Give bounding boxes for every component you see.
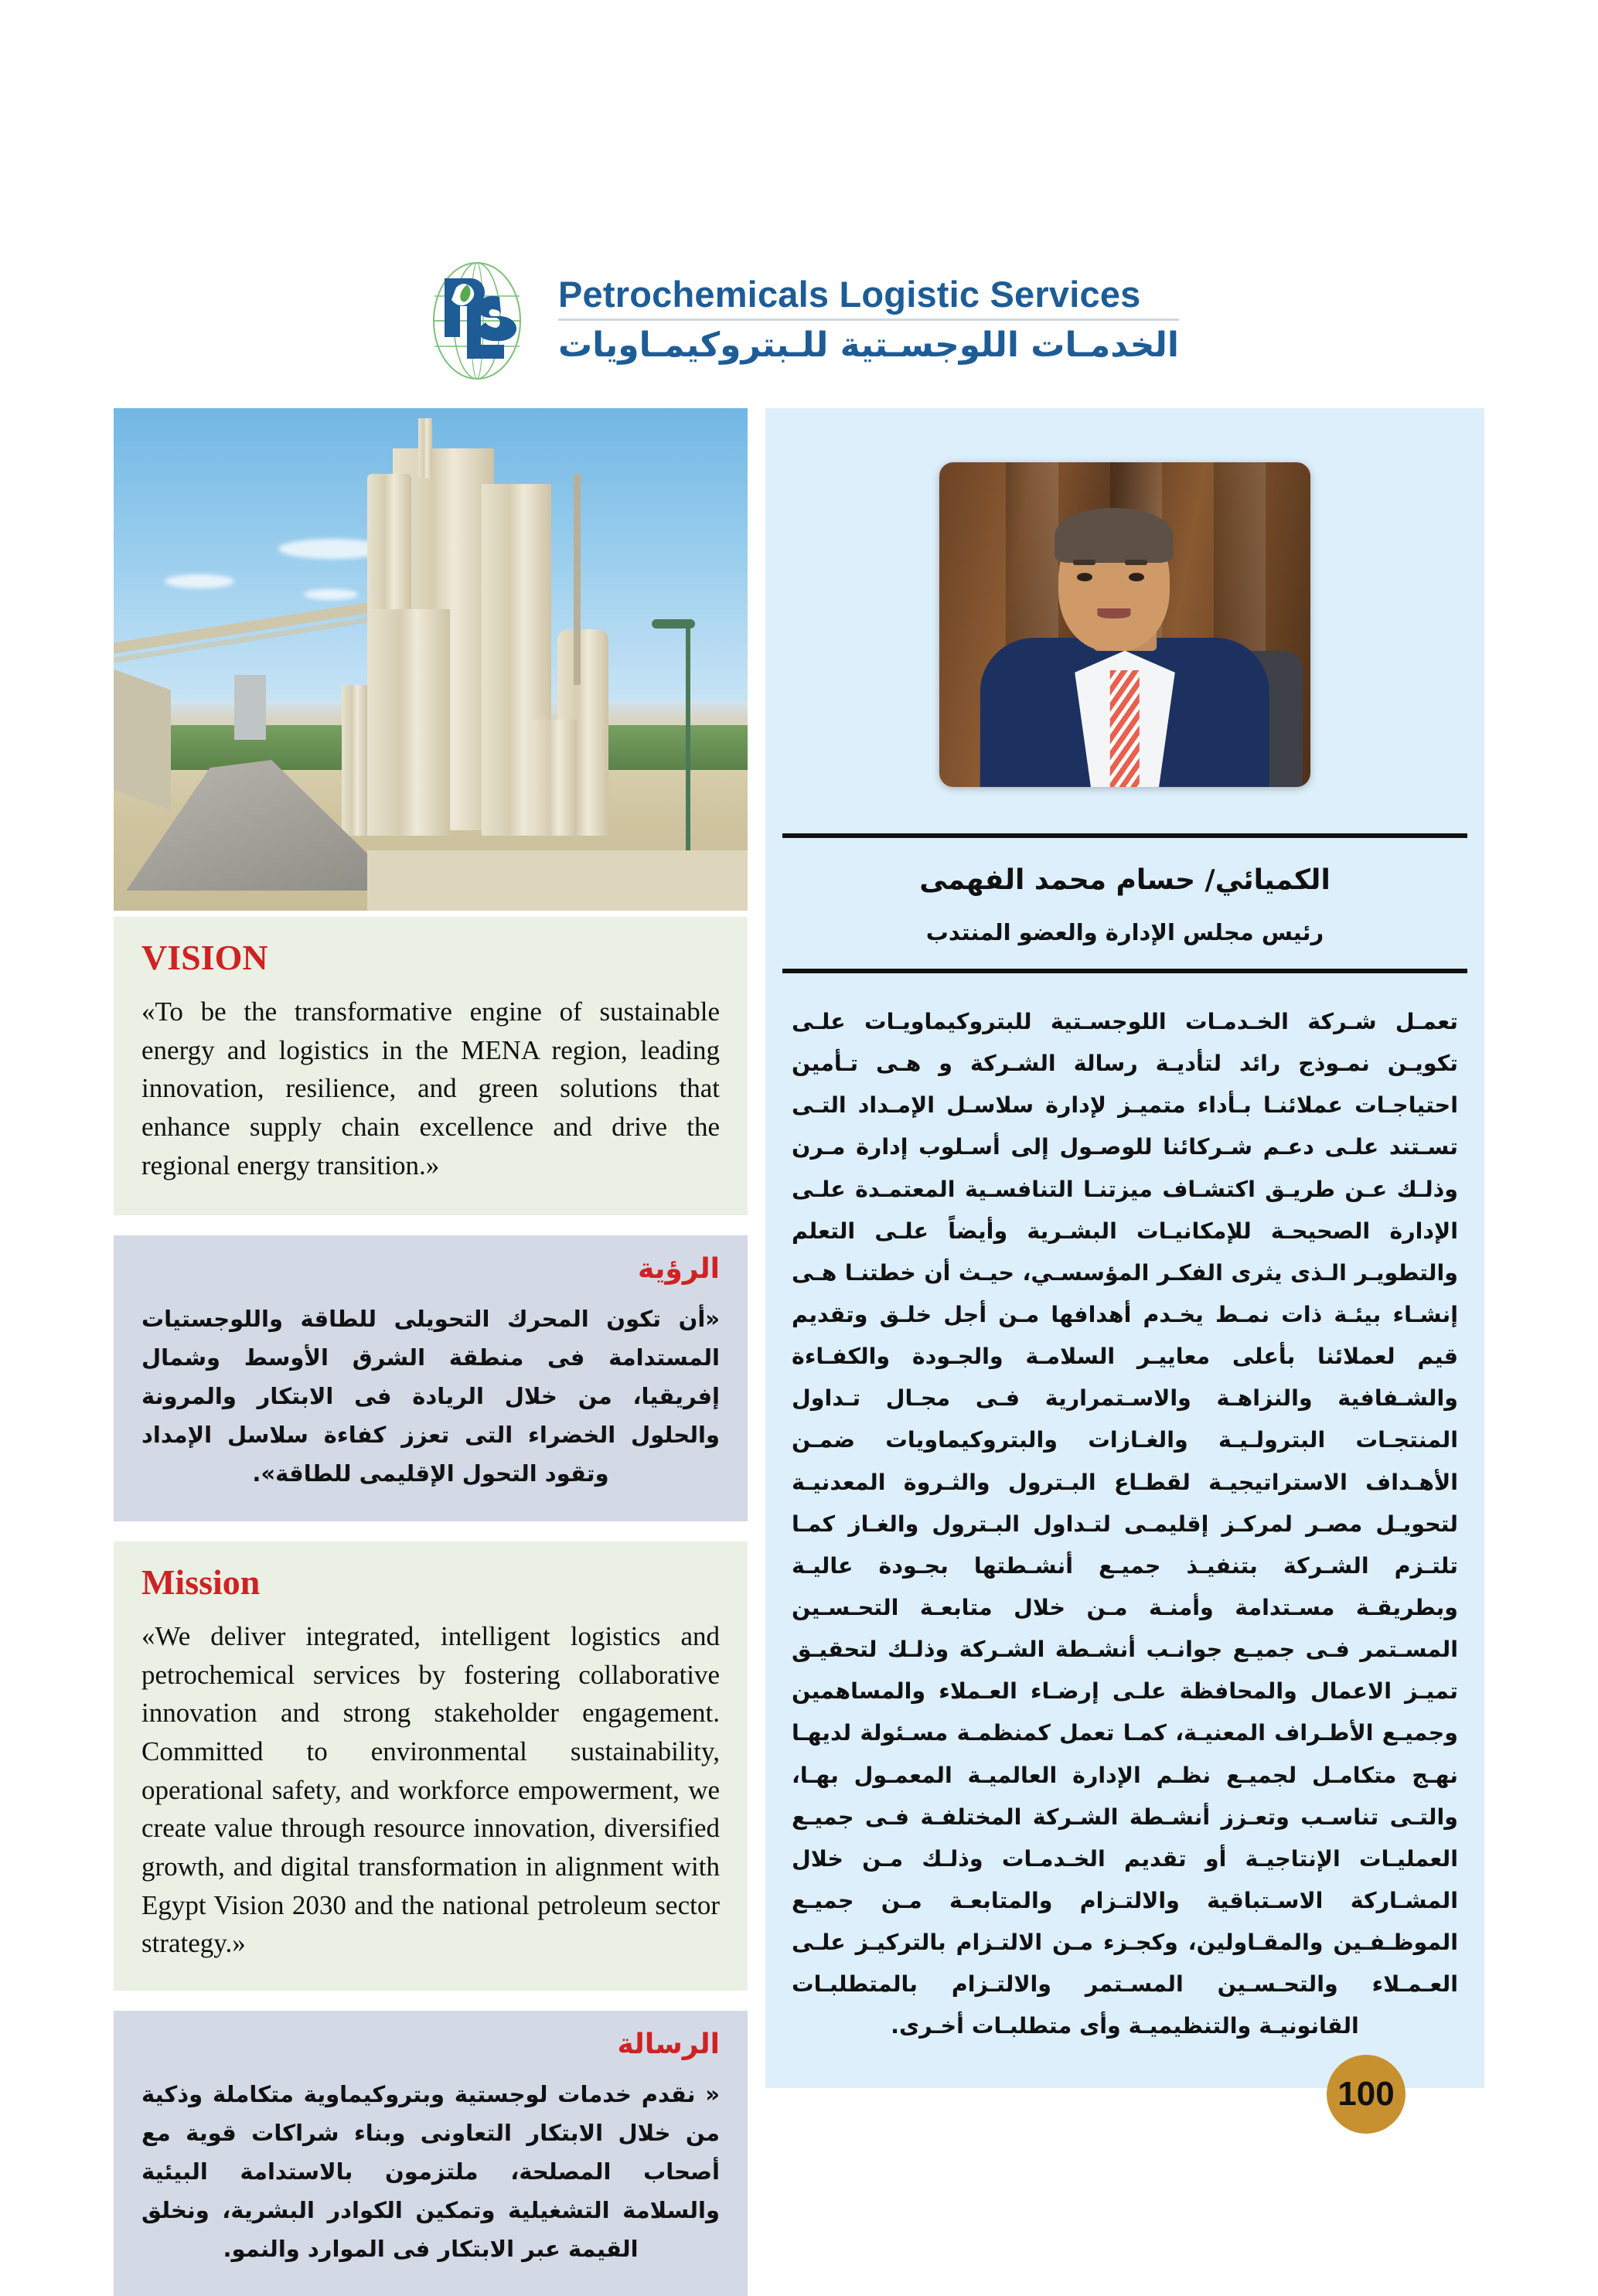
chairman-message-body: تعمـل شـركة الخـدمـات اللوجسـتية للبتروكيماويـات علـى تكويـن نمـوذج رائد لتأديـة رسالة الشـركة و هـى تـأمين احتياجـات عملائنـا بـأداء متميـز لإدارة سلاسـل الإمـداد التـى تسـتند علـى دعـم شـركائنا للوصـول إلى أسـلوب إدارة مـرن وذلـك عـن طريـق اكتشـاف ميزتنـا التنافسـية المعتمـدة علـى الإدارة الصحيحـة للإمكانيـات البشـرية وأيضاً علـى التعلم والتطويـر الـذى يثرى الفكـر المؤسسـي، حيـث أن خطتنـا هـى إنشـاء بيئـة ذات نمـط يخـدم أهدافها مـن أجل خلـق وتقديم قيم لعملائنا بأعلى معاييـر السلامـة والجـودة والكفـاءة والشـفافية والنزاهـة والاسـتمرارية فـى مجـال تـداول المنتجـات البترولـيـة والغـازات والبتروكيماويات ضمـن الأهـداف الاستراتيجيـة لقطـاع البـترول والثـروة المعدنيـة لتحويـل مصـر لمركـز إقليمـى لتـداول البـترول والغـاز كمـا تلتـزم الشـركة بتنفيـذ جميـع أنشـطتها بجـودة عاليـة وبطريقـة مسـتدامة وأمنـة مـن خلال متابعـة التحـسـين المسـتمر فـى جميـع جوانـب أنشـطة الشـركة وذلـك لتحقيـق تميـز الاعمال والمحافظة علـى إرضـاء العـملاء والمساهمين وجميـع الأطـراف المعنيـة، كمـا تعمل كمنظمـة مسـئولة لديهـا نهـج متكامـل لجميـع نظـم الإدارة العالميـة المعمـول بهـا، والتـى تناسـب وتعـزز أنشـطة الشـركة المختلفـة فـى جميـع العمليـات الإنتاجيـة أو تقديم الخـدمـات وذلـك مـن خلال المشـاركة الاسـتباقية والالتـزام والمتابعـة مـن جميـع الموظـفـين والمقـاولين، وكجـزء مـن الالتـزام بالتركيـز علـى العـمـلاء والتحـسـين المسـتمر والالتـزام بالمتطلبـات القانونيـة والتنظيميـة وأى متطلبـات أخـرى. (792, 1009, 1458, 2039)
photo-conveyor-frame (114, 669, 171, 811)
photo-lamp-post (686, 625, 690, 876)
brand-name-en: Petrochemicals Logistic Services (557, 274, 1141, 315)
resala-body: « نقدم خدمات لوجستية وبتروكيماوية متكاملة وذكية من خلال الابتكار التعاونى وبناء شراكات قوية مع أصحاب المصلحة، ملتزمون بالاستدامة البيئية والسلامة التشغيلية وتمكين الكوادر البشرية، ونخلق القيمة عبر الابتكار فى الموارد والنمو. (141, 2081, 720, 2262)
vision-panel (114, 917, 748, 1215)
portrait-eye (1077, 573, 1092, 581)
roya-panel (114, 1235, 748, 1521)
photo-structure (342, 685, 367, 836)
brand-name-ar: الخدمـات اللوجسـتية للـبتروكيمـاويات (557, 325, 1180, 365)
portrait-mouth (1097, 608, 1130, 618)
page-number-badge (1327, 2055, 1405, 2134)
left-column (114, 408, 748, 2296)
vision-body: «To be the transformative engine of sustainable energy and logistics in the MENA region, leading innovation, resilience, and green solutions that enhance supply chain excellence and drive the regional energy transition.» (141, 996, 720, 1180)
portrait-hair (1055, 508, 1174, 563)
right-column (765, 408, 1484, 2088)
photo-road (367, 850, 748, 911)
executive-identity (765, 838, 1484, 969)
photo-silo (367, 474, 411, 625)
portrait-container (765, 408, 1484, 833)
portrait-eyebrow (1125, 560, 1147, 565)
photo-lamp-head (652, 619, 695, 629)
page-header (0, 255, 1598, 387)
roya-heading: الرؤية (638, 1253, 720, 1286)
portrait-eyebrow (1073, 560, 1095, 565)
executive-name: الكميائي/ حسام محمد الفهمى (919, 864, 1331, 896)
photo-cloud (165, 574, 234, 588)
vision-heading: VISION (141, 938, 268, 977)
roya-body: «أن تكون المحرك التحويلى للطاقة واللوجستيات المستدامة فى منطقة الشرق الأوسط وشمال إفريقيا، من خلال الريادة فى الابتكار والمرونة والحلول الخضراء التى تعزز كفاءة سلاسل الإمداد وتقود التحول الإقليمى للطاقة». (141, 1306, 720, 1487)
photo-cloud (304, 589, 358, 600)
page-number-label: 100 (1337, 2075, 1395, 2113)
photo-ladder (574, 474, 581, 685)
photo-tower-lower (367, 609, 450, 836)
executive-title: رئيس مجلس الإدارة والعضو المنتدب (925, 919, 1324, 945)
brand-logo (419, 261, 1179, 381)
portrait-eye (1129, 573, 1144, 581)
mission-body: «We deliver integrated, intelligent logistics and petrochemical services by fostering collaborative innovation and strong stakeholder engagement. Committed to environmental sustainability, operational safety, and workforce empowerment, we create value through resource innovation, diversified growth, and digital transformation in alignment with Egypt Vision 2030 and the national petroleum sector strategy.» (141, 1620, 720, 1959)
photo-stack (418, 418, 432, 479)
portrait-tie (1110, 670, 1140, 787)
resala-heading: الرسالة (617, 2029, 720, 2060)
chairman-portrait-photo (939, 462, 1310, 787)
brand-text (558, 275, 1179, 366)
resala-panel (114, 2011, 748, 2296)
photo-far-building (234, 675, 266, 741)
photo-building (532, 720, 576, 836)
brand-divider (558, 319, 1179, 321)
pls-globe-logo-icon (419, 261, 535, 381)
mission-panel (114, 1541, 748, 1991)
cement-plant-photo (114, 408, 748, 911)
mission-heading: Mission (141, 1562, 261, 1602)
